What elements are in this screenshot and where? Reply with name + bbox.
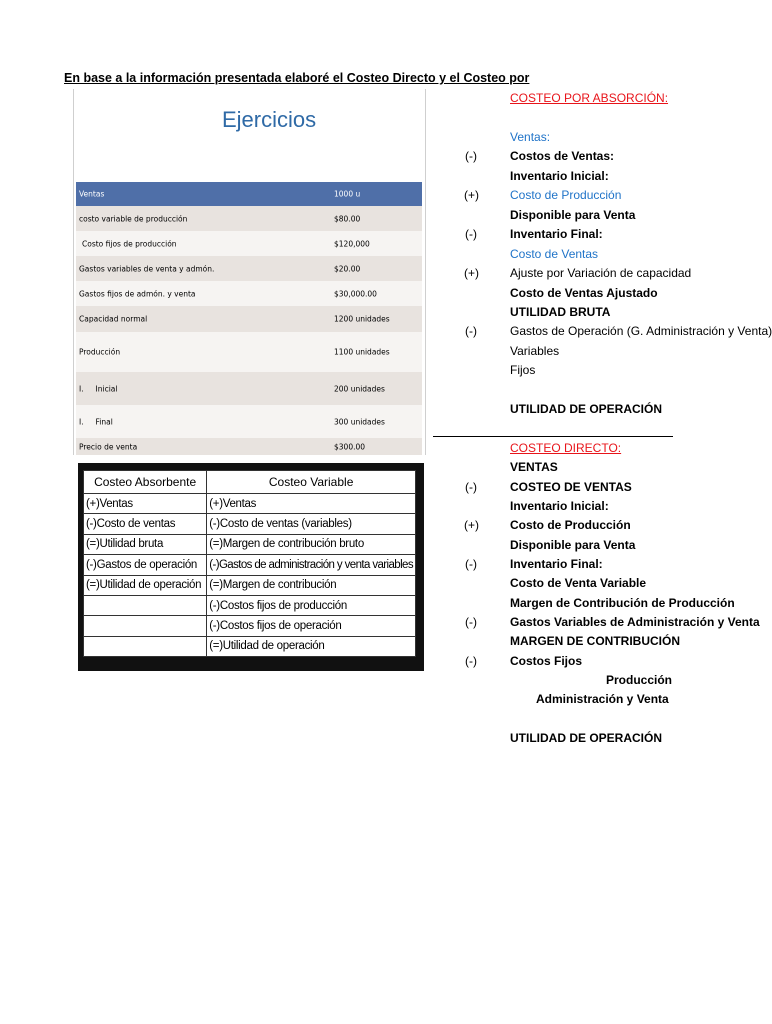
directo-disponible: Disponible para Venta — [510, 538, 636, 552]
sign-minus: (-) — [465, 149, 477, 163]
ejercicios-row — [76, 281, 422, 306]
cell: (-)Gastos de administración y venta variables — [207, 555, 416, 575]
cell: (-)Costo de ventas (variables) — [207, 514, 416, 534]
row-value: $30,000.00 — [334, 289, 377, 298]
comparison-table — [83, 470, 416, 657]
directo-costo-venta-var: Costo de Venta Variable — [510, 576, 647, 590]
absorcion-variables: Variables — [510, 344, 560, 358]
absorcion-ajuste-clip — [505, 266, 692, 282]
row-label: Gastos fijos de admón. y venta — [79, 289, 196, 298]
absorcion-utilidad-op: UTILIDAD DE OPERACIÓN — [510, 402, 663, 416]
directo-gastos-clip — [505, 615, 760, 631]
cell: (-)Costo de ventas — [84, 514, 207, 534]
ejercicios-row — [76, 306, 422, 332]
directo-utilidad-op: UTILIDAD DE OPERACIÓN — [510, 731, 663, 745]
cell: (=)Utilidad de operación — [84, 575, 207, 595]
row-label: Producción — [79, 347, 121, 357]
ejercicios-row — [76, 256, 422, 281]
row-value: 1100 unidades — [334, 347, 390, 357]
directo-costo-produccion: Costo de Producción — [510, 518, 631, 532]
sign-minus: (-) — [465, 324, 477, 338]
table-row — [84, 494, 416, 514]
directo-margen-total: MARGEN DE CONTRIBUCIÓN — [510, 634, 680, 648]
absorcion-gastos-clip — [505, 324, 772, 340]
cell: (-)Costos fijos de producción — [207, 595, 416, 615]
sign-minus: (-) — [465, 480, 477, 494]
sign-minus: (-) — [465, 654, 477, 668]
row-label: I. Inicial — [79, 384, 118, 393]
row-label: Gastos variables de venta y admón. — [79, 264, 215, 273]
cell: (=)Utilidad bruta — [84, 534, 207, 554]
row-value: $300.00 — [334, 442, 366, 451]
sign-plus: (+) — [464, 188, 479, 202]
absorcion-gastos-op: Gastos de Operación (G. Administración y Venta) — [510, 324, 772, 338]
table-row — [84, 555, 416, 575]
table-row — [84, 575, 416, 595]
cell: (=)Utilidad de operación — [207, 636, 416, 656]
directo-margen-clip — [505, 596, 735, 612]
absorcion-costo-ventas: Costo de Ventas — [510, 247, 599, 261]
absorcion-inv-inicial: Inventario Inicial: — [510, 169, 609, 183]
absorcion-costo-ajustado: Costo de Ventas Ajustado — [510, 286, 658, 300]
sign-minus: (-) — [465, 557, 477, 571]
row-label: Capacidad normal — [79, 314, 148, 324]
directo-ventas: VENTAS — [510, 460, 558, 474]
ejercicios-row — [76, 206, 422, 231]
ejercicios-row — [76, 372, 422, 405]
header-absorbente: Costeo Absorbente — [84, 471, 207, 494]
directo-inv-inicial: Inventario Inicial: — [510, 499, 609, 513]
ejercicios-row — [76, 182, 422, 206]
ejercicios-row — [76, 438, 422, 455]
directo-margen-total-clip — [505, 634, 680, 650]
directo-inv-final: Inventario Final: — [510, 557, 603, 571]
header-variable: Costeo Variable — [207, 471, 416, 494]
row-label: Precio de venta — [79, 442, 138, 451]
absorcion-costo-produccion: Costo de Producción — [510, 188, 622, 202]
cell: (=)Margen de contribución — [207, 575, 416, 595]
section-divider — [433, 436, 673, 437]
table-row — [84, 534, 416, 554]
ejercicios-row — [76, 405, 422, 438]
directo-admin-venta: Administración y Venta — [536, 692, 669, 706]
row-label: Ventas — [79, 189, 105, 199]
row-value: $20.00 — [334, 264, 361, 273]
sign-plus: (+) — [464, 266, 479, 280]
ejercicios-image — [73, 89, 426, 455]
table-row — [84, 616, 416, 636]
cell: (-)Costos fijos de operación — [207, 616, 416, 636]
row-label: Costo fijos de producción — [82, 239, 177, 248]
row-label: I. Final — [79, 417, 113, 426]
cell: (-)Gastos de operación — [84, 555, 207, 575]
table-row — [84, 514, 416, 534]
absorcion-costos-ventas: Costos de Ventas: — [510, 149, 615, 163]
ejercicios-row — [76, 231, 422, 256]
cell: (=)Margen de contribución bruto — [207, 534, 416, 554]
absorcion-utilidad-bruta: UTILIDAD BRUTA — [510, 305, 611, 319]
absorcion-heading: COSTEO POR ABSORCIÓN: — [510, 91, 669, 105]
cell: (+)Ventas — [84, 494, 207, 514]
ejercicios-title: Ejercicios — [222, 107, 317, 132]
comparison-table-image — [78, 463, 424, 671]
table-row — [84, 595, 416, 615]
row-value: 200 unidades — [334, 384, 385, 393]
sign-minus: (-) — [465, 227, 477, 241]
directo-heading: COSTEO DIRECTO: — [510, 441, 622, 455]
directo-margen: Margen de Contribución de Producción — [510, 596, 735, 610]
ejercicios-row — [76, 332, 422, 372]
absorcion-inv-final: Inventario Final: — [510, 227, 603, 241]
directo-costeo-ventas: COSTEO DE VENTAS — [510, 480, 632, 494]
cell: (+)Ventas — [207, 494, 416, 514]
absorcion-ventas: Ventas: — [510, 130, 551, 144]
row-value: $120,000 — [334, 239, 370, 248]
sign-plus: (+) — [464, 518, 479, 532]
directo-gastos-var: Gastos Variables de Administración y Venta — [510, 615, 760, 629]
row-value: 300 unidades — [334, 417, 385, 426]
sign-minus: (-) — [465, 615, 477, 629]
absorcion-ajuste: Ajuste por Variación de capacidad — [510, 266, 692, 280]
directo-costos-fijos: Costos Fijos — [510, 654, 583, 668]
absorcion-fijos: Fijos — [510, 363, 536, 377]
cell — [84, 616, 207, 636]
row-value: 1000 u — [334, 189, 361, 199]
cell — [84, 595, 207, 615]
directo-produccion: Producción — [606, 673, 673, 687]
document-title: En base a la información presentada elaboré el Costeo Directo y el Costeo por — [64, 71, 530, 85]
row-value: $80.00 — [334, 214, 361, 223]
table-row — [84, 636, 416, 656]
row-value: 1200 unidades — [334, 314, 390, 324]
absorcion-disponible: Disponible para Venta — [510, 208, 636, 222]
cell — [84, 636, 207, 656]
row-label: costo variable de producción — [79, 214, 188, 223]
